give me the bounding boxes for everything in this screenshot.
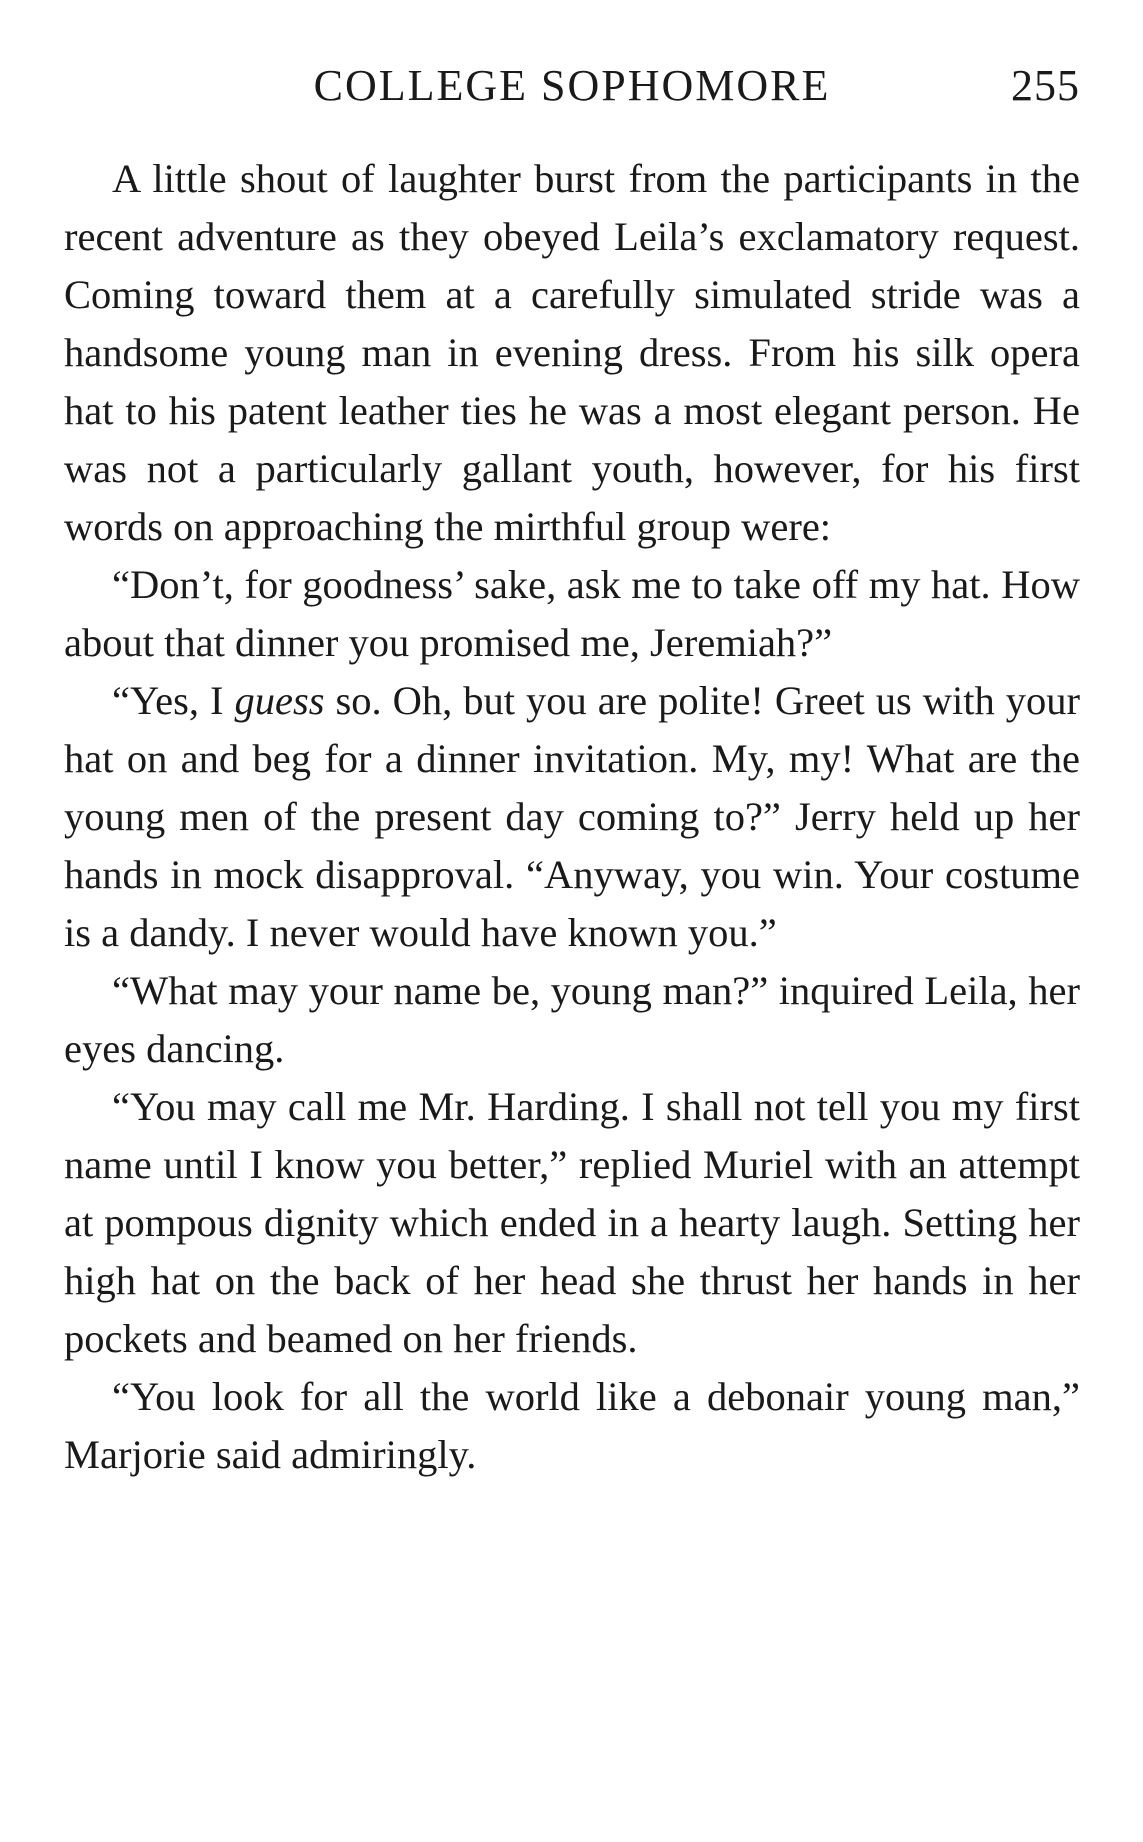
body-text	[64, 150, 1080, 1484]
page-number: 255	[1011, 61, 1080, 110]
paragraph-text: “Yes, I	[112, 678, 235, 723]
running-head: COLLEGE SOPHOMORE	[313, 61, 831, 110]
paragraph	[64, 672, 1080, 962]
paragraph: “What may your name be, young man?” inquired Leila, her eyes dancing.	[64, 968, 1080, 1071]
paragraph: A little shout of laughter burst from the participants in the recent adventure as they obeyed Leila’s exclamatory request. Coming toward them at a carefully simulated stride was a handsome young man in evening dress. From his silk opera hat to his patent leather ties he was a most elegant person. He was not a particularly gallant youth, however, for his first words on approaching the mirthful group were:	[64, 156, 1080, 549]
paragraph-text: so. Oh, but you are polite! Greet us with your hat on and beg for a dinner invitation. My, my! What are the young men of the present day coming to?” Jerry held up her hands in mock disapproval. “Anyway, you win. Your costume is a dandy. I never would have known you.”	[64, 678, 1080, 955]
paragraph: “You look for all the world like a debonair young man,” Marjorie said admiringly.	[64, 1374, 1080, 1477]
paragraph: “Don’t, for goodness’ sake, ask me to take off my hat. How about that dinner you promised me, Jeremiah?”	[64, 562, 1080, 665]
page-header	[64, 60, 1080, 120]
paragraph: “You may call me Mr. Harding. I shall not tell you my first name until I know you better,” replied Muriel with an attempt at pompous dignity which ended in a hearty laugh. Setting her high hat on the back of her head she thrust her hands in her pockets and beamed on her friends.	[64, 1084, 1080, 1361]
italic-word: guess	[234, 678, 325, 723]
